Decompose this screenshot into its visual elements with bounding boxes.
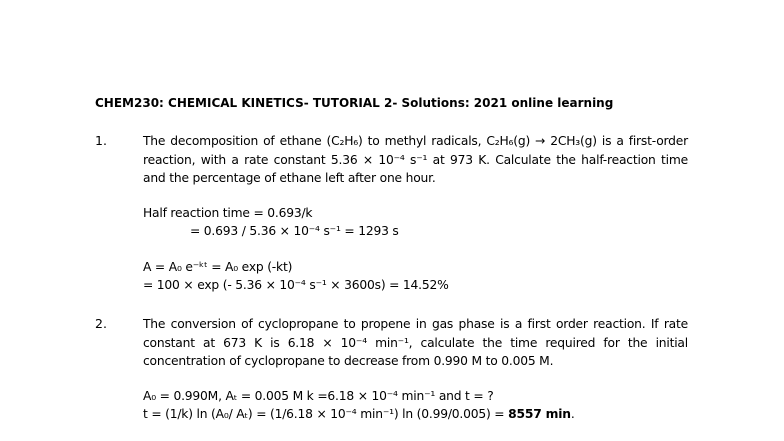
question-1-number: 1.: [95, 133, 107, 148]
concentration-formula: A = A₀ e⁻ᵏᵗ = A₀ exp (-kt): [143, 260, 293, 274]
time-answer: 8557 min: [508, 407, 571, 421]
half-reaction-formula: Half reaction time = 0.693/k: [143, 206, 313, 220]
half-reaction-result: = 0.693 / 5.36 × 10⁻⁴ s⁻¹ = 1293 s: [190, 224, 399, 238]
given-values: A₀ = 0.990M, Aₜ = 0.005 M k =6.18 × 10⁻⁴ min⁻¹ and t = ?: [143, 389, 494, 403]
question-2-text: The conversion of cyclopropane to propene in gas phase is a first order reaction. If rate constant at 673 K is 6.18 × 10⁻⁴ min⁻¹, calculate the time required for the initial concentration of cyclopropane to decrease from 0.990 M to 0.005 M.: [143, 317, 688, 369]
question-2-number: 2.: [95, 316, 107, 331]
document-title: CHEM230: CHEMICAL KINETICS- TUTORIAL 2- Solutions: 2021 online learning: [95, 96, 614, 110]
time-answer-period: .: [570, 407, 575, 421]
time-solution: [143, 407, 575, 421]
time-solution-equation: t = (1/k) ln (A₀/ Aₜ) = (1/6.18 × 10⁻⁴ min⁻¹) ln (0.99/0.005) =: [143, 407, 509, 421]
percentage-result: = 100 × exp (- 5.36 × 10⁻⁴ s⁻¹ × 3600s) = 14.52%: [143, 278, 449, 292]
question-1-text: The decomposition of ethane (C₂H₆) to methyl radicals, C₂H₆(g) → 2CH₃(g) is a first-order reaction, with a rate constant 5.36 × 10⁻⁴ s⁻¹ at 973 K. Calculate the half-reaction time and the percentage of ethane left after one hour.: [143, 134, 688, 186]
